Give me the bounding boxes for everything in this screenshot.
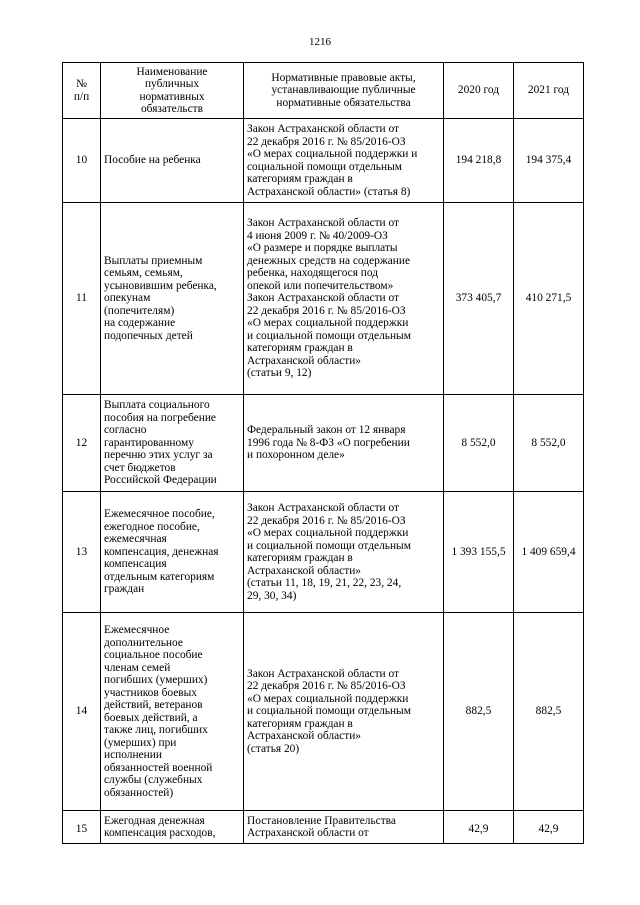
row-num: 14: [63, 613, 101, 811]
row-acts: Закон Астраханской области от 22 декабря 2016 г. № 85/2016-ОЗ «О мерах социальной поддержки и социальной помощи отдельным категориям граждан в Астраханской области» (статья 20): [244, 613, 444, 811]
public-obligations-table: [62, 62, 584, 844]
row-name: Ежемесячное пособие, ежегодное пособие, ежемесячная компенсация, денежная компенсация отдельным категориям граждан: [101, 492, 244, 613]
header-2021: 2021 год: [514, 63, 584, 119]
table-header-row: [63, 63, 584, 119]
header-acts: Нормативные правовые акты, устанавливающие публичные нормативные обязательства: [244, 63, 444, 119]
header-num: № п/п: [63, 63, 101, 119]
row-value-2020: 8 552,0: [444, 395, 514, 492]
row-num: 11: [63, 203, 101, 395]
table-row: [63, 613, 584, 811]
row-num: 10: [63, 119, 101, 203]
row-name: Ежегодная денежная компенсация расходов,: [101, 811, 244, 844]
page-number: 1216: [309, 36, 331, 48]
row-value-2021: 882,5: [514, 613, 584, 811]
table-row: [63, 203, 584, 395]
header-2020: 2020 год: [444, 63, 514, 119]
row-name: Выплаты приемным семьям, семьям, усыновившим ребенка, опекунам (попечителям) на содержание подопечных детей: [101, 203, 244, 395]
table-row: [63, 395, 584, 492]
row-num: 13: [63, 492, 101, 613]
row-name: Пособие на ребенка: [101, 119, 244, 203]
row-value-2020: 882,5: [444, 613, 514, 811]
row-acts: Закон Астраханской области от 22 декабря 2016 г. № 85/2016-ОЗ «О мерах социальной поддержки и социальной помощи отдельным категориям граждан в Астраханской области» (статьи 11, 18, 19, 21, 22, 23, 24, 29, 30, 34): [244, 492, 444, 613]
row-value-2021: 410 271,5: [514, 203, 584, 395]
row-value-2021: 42,9: [514, 811, 584, 844]
row-name: Выплата социального пособия на погребение согласно гарантированному перечню этих услуг за счет бюджетов Российской Федерации: [101, 395, 244, 492]
row-value-2020: 373 405,7: [444, 203, 514, 395]
row-value-2020: 194 218,8: [444, 119, 514, 203]
table-row: [63, 811, 584, 844]
header-name: Наименование публичных нормативных обязательств: [101, 63, 244, 119]
row-acts: Закон Астраханской области от 22 декабря 2016 г. № 85/2016-ОЗ «О мерах социальной поддержки и социальной помощи отдельным категориям граждан в Астраханской области» (статья 8): [244, 119, 444, 203]
row-value-2021: 8 552,0: [514, 395, 584, 492]
row-value-2021: 1 409 659,4: [514, 492, 584, 613]
table-row: [63, 492, 584, 613]
row-acts: Постановление Правительства Астраханской области от: [244, 811, 444, 844]
row-value-2020: 1 393 155,5: [444, 492, 514, 613]
row-value-2020: 42,9: [444, 811, 514, 844]
row-value-2021: 194 375,4: [514, 119, 584, 203]
row-acts: Федеральный закон от 12 января 1996 года № 8-ФЗ «О погребении и похоронном деле»: [244, 395, 444, 492]
row-num: 12: [63, 395, 101, 492]
row-name: Ежемесячное дополнительное социальное пособие членам семей погибших (умерших) участников боевых действий, ветеранов боевых действий, а также лиц, погибших (умерших) при исполнении обязанностей военной службы (служебных обязанностей): [101, 613, 244, 811]
row-num: 15: [63, 811, 101, 844]
row-acts: Закон Астраханской области от 4 июня 2009 г. № 40/2009-ОЗ «О размере и порядке выплаты денежных средств на содержание ребенка, находящегося под опекой или попечительством» Закон Астраханской области от 22 декабря 2016 г. № 85/2016-ОЗ «О мерах социальной поддержки и социальной помощи отдельным категориям граждан в Астраханской области» (статьи 9, 12): [244, 203, 444, 395]
table-row: [63, 119, 584, 203]
